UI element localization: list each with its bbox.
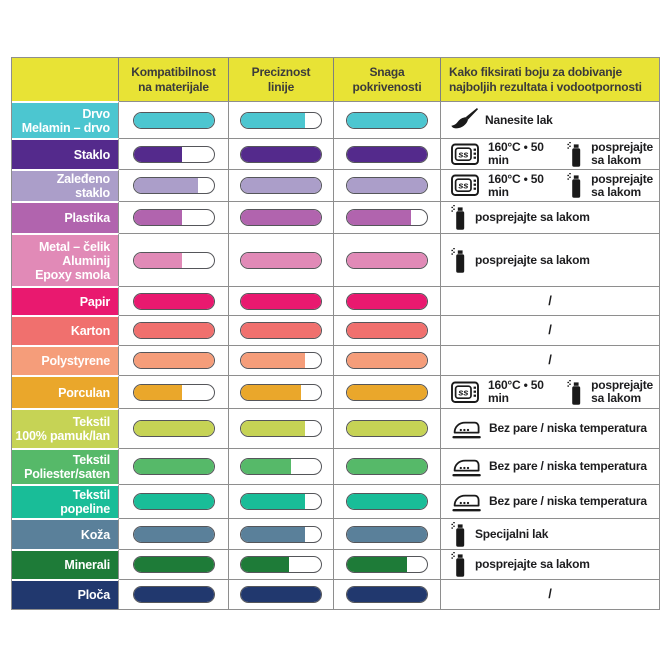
- pill-fill: [347, 527, 427, 542]
- instruction-cell: [441, 579, 659, 609]
- table-row: [12, 518, 659, 549]
- header-label-line: Preciznost: [251, 65, 311, 80]
- oven-icon: [451, 143, 481, 166]
- pill-fill: [134, 113, 214, 128]
- header-label-line: Snaga: [369, 65, 405, 80]
- instruction-item: [451, 108, 553, 132]
- instruction-text: [548, 294, 551, 308]
- row-label-line: Epoxy smola: [35, 267, 110, 282]
- pill-fill: [241, 557, 289, 572]
- instruction-text-line: Bez pare / niska temperatura: [489, 421, 647, 436]
- pill-fill: [134, 253, 182, 268]
- preciznost-pill: [240, 493, 322, 510]
- snaga-cell: [334, 286, 441, 315]
- instruction-cell: [441, 101, 659, 138]
- snaga-cell: [334, 315, 441, 345]
- pill-fill: [134, 210, 182, 225]
- pill-fill: [134, 587, 214, 602]
- preciznost-pill: [240, 112, 322, 129]
- snaga-cell: [334, 201, 441, 233]
- table-body: [12, 101, 659, 609]
- pill-fill: [347, 178, 427, 193]
- instruction-text-line: sa lakom: [591, 153, 641, 167]
- instruction-text: [485, 114, 553, 127]
- table-row: [12, 286, 659, 315]
- instruction-cell: [441, 448, 659, 484]
- row-label: [12, 169, 119, 201]
- kompatibilnost-cell: [119, 233, 229, 286]
- row-label: [12, 484, 119, 518]
- svg-text:ss: ss: [458, 149, 469, 161]
- pill-fill: [241, 587, 321, 602]
- spray-icon: [451, 247, 468, 274]
- pill-fill: [347, 323, 427, 338]
- snaga-cell: [334, 549, 441, 579]
- pill-fill: [241, 113, 305, 128]
- pill-fill: [241, 527, 305, 542]
- header-label-line: Kompatibilnost: [131, 65, 216, 80]
- instruction-text-line: 160°C • 50 min: [488, 171, 544, 199]
- pill-fill: [347, 494, 427, 509]
- preciznost-pill: [240, 352, 322, 369]
- snaga-pill: [346, 384, 428, 401]
- table-header-row: [12, 58, 659, 101]
- pill-fill: [347, 353, 427, 368]
- preciznost-pill: [240, 526, 322, 543]
- pill-fill: [347, 113, 427, 128]
- row-label-line: Drvo: [82, 106, 110, 121]
- row-label-line: popeline: [60, 502, 110, 516]
- preciznost-pill: [240, 252, 322, 269]
- spray-icon: [567, 141, 584, 168]
- instruction-text-line: posprejajte sa lakom: [475, 557, 590, 572]
- instruction-text: [488, 379, 567, 405]
- row-label: [12, 138, 119, 169]
- kompatibilnost-pill: [133, 556, 215, 573]
- pill-fill: [134, 459, 214, 474]
- pill-fill: [347, 253, 427, 268]
- snaga-cell: [334, 375, 441, 408]
- row-label-line: Ploča: [77, 588, 110, 602]
- preciznost-pill: [240, 586, 322, 603]
- row-label: [12, 375, 119, 408]
- instruction-item: [451, 521, 548, 548]
- pill-fill: [241, 494, 305, 509]
- row-label: [12, 101, 119, 138]
- instruction-cell: [441, 138, 659, 169]
- pill-fill: [134, 527, 214, 542]
- row-label-line: Porculan: [58, 385, 110, 400]
- pill-fill: [347, 459, 427, 474]
- instruction-text: [489, 460, 647, 473]
- row-label: [12, 408, 119, 448]
- instruction-text-line: posprejajte sa lakom: [475, 252, 590, 267]
- preciznost-cell: [229, 101, 334, 138]
- kompatibilnost-cell: [119, 169, 229, 201]
- table-row: [12, 233, 659, 286]
- snaga-pill: [346, 458, 428, 475]
- pill-fill: [241, 421, 305, 436]
- snaga-cell: [334, 345, 441, 375]
- kompatibilnost-cell: [119, 484, 229, 518]
- instruction-text: [475, 254, 590, 267]
- instruction-text-line: posprejajte: [591, 140, 653, 155]
- spray-icon: [567, 379, 584, 406]
- instruction-cell: [441, 375, 659, 408]
- snaga-cell: [334, 101, 441, 138]
- row-label-line: Papir: [79, 294, 110, 309]
- kompatibilnost-pill: [133, 209, 215, 226]
- pill-fill: [241, 459, 291, 474]
- pill-fill: [241, 323, 321, 338]
- brush-icon: [451, 108, 478, 132]
- instruction-text: [548, 587, 551, 601]
- row-label: [12, 448, 119, 484]
- instruction-text-line: posprejajte: [591, 171, 653, 186]
- instruction-item: [567, 379, 653, 406]
- instruction-item: [548, 323, 551, 337]
- preciznost-pill: [240, 556, 322, 573]
- pill-fill: [241, 210, 321, 225]
- pill-fill: [241, 178, 321, 193]
- instruction-text: [489, 495, 647, 508]
- row-label-line: Koža: [80, 527, 110, 542]
- table-row: [12, 408, 659, 448]
- kompatibilnost-pill: [133, 352, 215, 369]
- preciznost-pill: [240, 420, 322, 437]
- kompatibilnost-cell: [119, 286, 229, 315]
- table-row: [12, 448, 659, 484]
- pill-fill: [347, 385, 427, 400]
- instruction-text-line: posprejajte sa lakom: [475, 210, 590, 225]
- snaga-pill: [346, 586, 428, 603]
- spray-icon: [451, 204, 468, 231]
- instruction-cell: [441, 408, 659, 448]
- preciznost-cell: [229, 169, 334, 201]
- kompatibilnost-cell: [119, 101, 229, 138]
- instruction-text: [475, 528, 548, 541]
- kompatibilnost-cell: [119, 201, 229, 233]
- iron-icon: [451, 490, 482, 513]
- instruction-item: [451, 455, 647, 478]
- oven-icon: [451, 174, 481, 197]
- preciznost-cell: [229, 484, 334, 518]
- pill-fill: [134, 494, 214, 509]
- pill-fill: [241, 294, 321, 309]
- row-label: [12, 201, 119, 233]
- kompatibilnost-pill: [133, 458, 215, 475]
- preciznost-pill: [240, 146, 322, 163]
- snaga-cell: [334, 484, 441, 518]
- kompatibilnost-pill: [133, 526, 215, 543]
- compatibility-table: [11, 57, 660, 610]
- preciznost-pill: [240, 322, 322, 339]
- instruction-item: [451, 379, 567, 405]
- pill-fill: [134, 557, 214, 572]
- pill-fill: [241, 253, 321, 268]
- instruction-text: [548, 323, 551, 337]
- kompatibilnost-pill: [133, 112, 215, 129]
- header-label-line: pokrivenosti: [352, 79, 422, 94]
- row-label: [12, 286, 119, 315]
- row-label-line: Metal – čelik: [38, 239, 110, 254]
- kompatibilnost-pill: [133, 586, 215, 603]
- kompatibilnost-cell: [119, 315, 229, 345]
- snaga-pill: [346, 252, 428, 269]
- preciznost-cell: [229, 345, 334, 375]
- header-snaga: [334, 58, 441, 101]
- row-label: [12, 579, 119, 609]
- pill-fill: [134, 294, 214, 309]
- header-kompatibilnost: [119, 58, 229, 101]
- instruction-item: [451, 173, 567, 199]
- iron-icon: [451, 455, 482, 478]
- row-label: [12, 315, 119, 345]
- pill-fill: [134, 178, 198, 193]
- preciznost-cell: [229, 233, 334, 286]
- row-label-line: Tekstil: [72, 415, 110, 429]
- snaga-cell: [334, 408, 441, 448]
- table-row: [12, 579, 659, 609]
- preciznost-cell: [229, 375, 334, 408]
- row-label: [12, 233, 119, 286]
- instruction-text-line: Specijalni lak: [475, 526, 549, 541]
- snaga-cell: [334, 448, 441, 484]
- kompatibilnost-pill: [133, 493, 215, 510]
- kompatibilnost-cell: [119, 579, 229, 609]
- spray-icon: [451, 521, 468, 548]
- instruction-text-line: /: [548, 322, 552, 338]
- instruction-cell: [441, 345, 659, 375]
- table-row: [12, 315, 659, 345]
- instruction-text-line: posprejajte: [591, 378, 653, 393]
- snaga-pill: [346, 146, 428, 163]
- kompatibilnost-pill: [133, 177, 215, 194]
- preciznost-cell: [229, 518, 334, 549]
- snaga-pill: [346, 322, 428, 339]
- instruction-item: [451, 490, 647, 513]
- header-preciznost: [229, 58, 334, 101]
- row-label-line: Tekstil: [72, 488, 110, 502]
- header-label-line: na materijale: [138, 79, 209, 94]
- snaga-cell: [334, 579, 441, 609]
- row-label-line: Staklo: [73, 147, 110, 162]
- pill-fill: [347, 557, 407, 572]
- pill-fill: [134, 147, 182, 162]
- instruction-text-line: 160°C • 50 min: [488, 378, 544, 405]
- pill-fill: [134, 353, 214, 368]
- preciznost-cell: [229, 201, 334, 233]
- pill-fill: [241, 147, 321, 162]
- preciznost-cell: [229, 286, 334, 315]
- instruction-item: [567, 141, 653, 168]
- instruction-text-line: /: [548, 352, 552, 368]
- kompatibilnost-pill: [133, 420, 215, 437]
- snaga-pill: [346, 493, 428, 510]
- header-label-line: linije: [267, 79, 295, 94]
- instruction-text: [591, 141, 653, 167]
- instruction-text: [488, 173, 567, 199]
- table-row: [12, 169, 659, 201]
- instruction-item: [548, 353, 551, 367]
- instruction-text: [591, 173, 653, 199]
- instruction-text: [475, 558, 590, 571]
- row-label-line: Karton: [70, 324, 110, 338]
- instruction-item: [451, 417, 647, 440]
- svg-text:ss: ss: [458, 180, 469, 192]
- oven-icon: [451, 381, 481, 404]
- preciznost-cell: [229, 448, 334, 484]
- instruction-text: [488, 141, 567, 167]
- row-label-line: Minerali: [64, 558, 110, 572]
- preciznost-pill: [240, 209, 322, 226]
- svg-text:ss: ss: [458, 387, 469, 399]
- row-label-line: Plastika: [64, 211, 110, 225]
- row-label-line: staklo: [75, 186, 110, 200]
- instruction-cell: [441, 518, 659, 549]
- instruction-item: [567, 172, 653, 199]
- snaga-cell: [334, 518, 441, 549]
- kompatibilnost-pill: [133, 384, 215, 401]
- instruction-text-line: Bez pare / niska temperatura: [489, 494, 647, 509]
- snaga-cell: [334, 138, 441, 169]
- kompatibilnost-cell: [119, 448, 229, 484]
- table-row: [12, 101, 659, 138]
- instruction-item: [548, 294, 551, 308]
- kompatibilnost-cell: [119, 138, 229, 169]
- preciznost-cell: [229, 315, 334, 345]
- pill-fill: [134, 421, 214, 436]
- header-empty: [12, 58, 119, 101]
- instruction-cell: [441, 233, 659, 286]
- row-label-line: 100% pamuk/lan: [15, 429, 110, 443]
- instruction-cell: [441, 549, 659, 579]
- preciznost-cell: [229, 549, 334, 579]
- table-row: [12, 484, 659, 518]
- snaga-pill: [346, 420, 428, 437]
- row-label-line: Tekstil: [72, 453, 110, 467]
- instruction-text: [548, 353, 551, 367]
- instruction-item: [451, 141, 567, 167]
- instruction-text: [591, 379, 653, 405]
- instruction-cell: [441, 169, 659, 201]
- preciznost-pill: [240, 458, 322, 475]
- kompatibilnost-cell: [119, 375, 229, 408]
- header-label-line: Kako fiksirati boju za dobivanje: [449, 65, 622, 80]
- pill-fill: [347, 587, 427, 602]
- row-label-line: Poliester/saten: [24, 467, 110, 481]
- snaga-pill: [346, 352, 428, 369]
- snaga-cell: [334, 169, 441, 201]
- row-label: [12, 518, 119, 549]
- snaga-pill: [346, 177, 428, 194]
- instruction-cell: [441, 286, 659, 315]
- pill-fill: [241, 385, 301, 400]
- instruction-item: [451, 204, 590, 231]
- kompatibilnost-cell: [119, 345, 229, 375]
- row-label: [12, 345, 119, 375]
- kompatibilnost-pill: [133, 252, 215, 269]
- instruction-text-line: Nanesite lak: [485, 112, 553, 127]
- instruction-cell: [441, 484, 659, 518]
- spray-icon: [567, 172, 584, 199]
- preciznost-pill: [240, 177, 322, 194]
- instruction-text-line: /: [548, 586, 552, 602]
- table-row: [12, 138, 659, 169]
- snaga-pill: [346, 209, 428, 226]
- instruction-cell: [441, 315, 659, 345]
- row-label-line: Aluminij: [62, 253, 110, 268]
- preciznost-cell: [229, 579, 334, 609]
- pill-fill: [347, 210, 411, 225]
- instruction-text-line: /: [548, 292, 552, 308]
- preciznost-cell: [229, 408, 334, 448]
- snaga-pill: [346, 556, 428, 573]
- instruction-item: [548, 587, 551, 601]
- header-label-line: najboljih rezultata i vodootpornosti: [449, 79, 642, 94]
- row-label: [12, 549, 119, 579]
- row-label-line: Zaleđeno: [56, 172, 110, 186]
- pill-fill: [347, 147, 427, 162]
- snaga-pill: [346, 112, 428, 129]
- preciznost-pill: [240, 384, 322, 401]
- table-row: [12, 375, 659, 408]
- kompatibilnost-pill: [133, 293, 215, 310]
- instruction-text-line: sa lakom: [591, 184, 641, 199]
- pill-fill: [347, 421, 427, 436]
- header-fiksiranje: [441, 58, 659, 101]
- table-row: [12, 201, 659, 233]
- instruction-cell: [441, 201, 659, 233]
- instruction-text: [475, 211, 590, 224]
- kompatibilnost-pill: [133, 146, 215, 163]
- row-label-line: Polystyrene: [41, 354, 110, 368]
- preciznost-pill: [240, 293, 322, 310]
- pill-fill: [241, 353, 305, 368]
- kompatibilnost-cell: [119, 518, 229, 549]
- instruction-text-line: sa lakom: [591, 391, 641, 405]
- instruction-text-line: 160°C • 50 min: [488, 140, 544, 167]
- pill-fill: [134, 323, 214, 338]
- instruction-item: [451, 551, 590, 578]
- row-label-line: Melamin – drvo: [21, 120, 110, 135]
- instruction-item: [451, 247, 590, 274]
- iron-icon: [451, 417, 482, 440]
- snaga-pill: [346, 293, 428, 310]
- kompatibilnost-cell: [119, 408, 229, 448]
- instruction-text: [489, 422, 647, 435]
- instruction-text-line: Bez pare / niska temperatura: [489, 459, 647, 474]
- table-row: [12, 549, 659, 579]
- pill-fill: [134, 385, 182, 400]
- pill-fill: [347, 294, 427, 309]
- preciznost-cell: [229, 138, 334, 169]
- kompatibilnost-pill: [133, 322, 215, 339]
- snaga-cell: [334, 233, 441, 286]
- table-row: [12, 345, 659, 375]
- spray-icon: [451, 551, 468, 578]
- kompatibilnost-cell: [119, 549, 229, 579]
- snaga-pill: [346, 526, 428, 543]
